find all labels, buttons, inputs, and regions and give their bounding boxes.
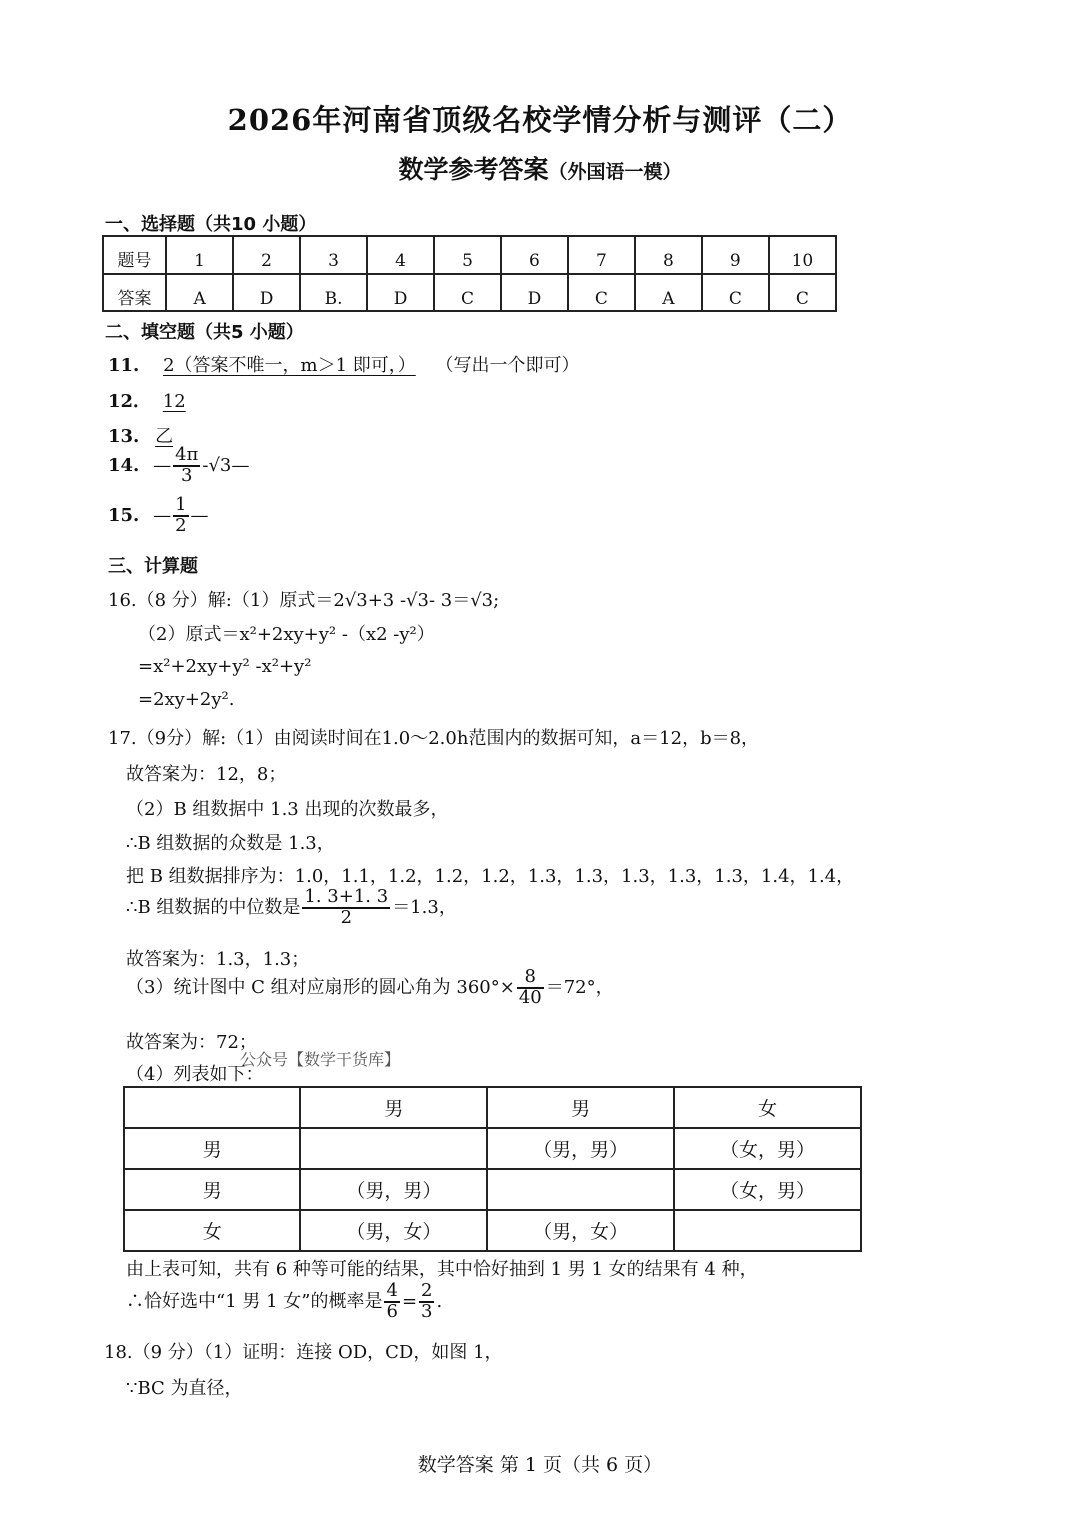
multiple-choice-answer-table	[102, 235, 837, 312]
table-cell	[300, 1128, 487, 1169]
mc-number: 9	[702, 236, 769, 274]
mc-answer: A	[635, 274, 702, 311]
angle-numerator: 8	[517, 968, 544, 989]
table-cell: （男，男）	[300, 1169, 487, 1210]
probability-equals: =	[401, 1290, 418, 1312]
mc-number: 7	[568, 236, 635, 274]
page-footer: 数学答案 第 1 页（共 6 页）	[417, 1454, 663, 1476]
mc-number: 4	[367, 236, 434, 274]
median-denominator: 2	[340, 906, 353, 928]
q17-line12	[126, 1282, 442, 1322]
table-row	[124, 1210, 861, 1251]
q16-line2: （2）原式＝x²+2xy+y² -（x2 -y²）	[138, 624, 435, 645]
q13-answer: 乙	[155, 426, 174, 447]
median-numerator: 1. 3+1. 3	[304, 886, 389, 907]
probability-text: ∴恰好选中“1 男 1 女”的概率是	[126, 1290, 383, 1312]
q17-line10: （4）列表如下：	[126, 1064, 264, 1085]
fill-q15: 15. — $\frac{1}{2}$ —	[108, 494, 209, 536]
q17-line4: ∴B 组数据的众数是 1.3，	[126, 833, 335, 854]
q13-number: 13.	[108, 426, 140, 447]
section-calculation: 三、计算题	[108, 556, 198, 577]
probability-table	[123, 1086, 862, 1252]
table-row	[124, 1169, 861, 1210]
fill-q14: 14. — $\frac{4\pi}{3}$ -√3—	[108, 444, 250, 486]
watermark: 公众号【数学干货库】	[240, 1050, 401, 1069]
mc-number: 5	[434, 236, 501, 274]
mc-answer: C	[568, 274, 635, 311]
angle-result: ＝72°，	[545, 976, 614, 998]
prob2-numerator: 2	[421, 1280, 433, 1301]
mc-answer: D	[501, 274, 568, 311]
question-number-row	[103, 236, 836, 274]
row-label-number: 题号	[103, 236, 166, 274]
q18-head: 18.（9 分）（1）证明：连接 OD，CD，如图 1，	[104, 1342, 503, 1363]
table-header-cell: 女	[674, 1087, 861, 1128]
mc-number: 1	[166, 236, 233, 274]
prob2-denominator: 3	[421, 1300, 433, 1322]
q11-number: 11.	[108, 355, 140, 376]
section-multiple-choice: 一、选择题（共10 小题）	[105, 214, 317, 235]
table-cell: （男，男）	[487, 1128, 674, 1169]
page-subtitle	[0, 150, 1080, 186]
subtitle-note: （外国语一模）	[548, 161, 682, 183]
table-header-row	[124, 1087, 861, 1128]
q14-fraction	[173, 446, 200, 486]
subtitle-main: 数学参考答案	[398, 155, 549, 184]
q17-line2: 故答案为：12，8；	[126, 764, 287, 785]
q17-line7: 故答案为：1.3，1.3；	[126, 949, 310, 970]
mc-answer: C	[702, 274, 769, 311]
q11-note: （写出一个即可）	[435, 355, 580, 376]
row-label-answer: 答案	[103, 274, 166, 311]
q14-denominator: 3	[180, 464, 193, 486]
mc-number: 2	[233, 236, 300, 274]
probability-fraction-1	[384, 1282, 399, 1322]
q17-line9: 故答案为：72；	[126, 1032, 257, 1053]
mc-number: 8	[635, 236, 702, 274]
mc-answer: D	[233, 274, 300, 311]
median-result: ＝1.3，	[392, 896, 457, 918]
table-cell	[674, 1210, 861, 1251]
table-header-cell: 男	[300, 1087, 487, 1128]
probability-end: .	[436, 1290, 443, 1312]
q15-denominator: 2	[175, 514, 187, 536]
table-cell: （男，女）	[300, 1210, 487, 1251]
mc-answer: C	[769, 274, 836, 311]
q17-line6	[126, 888, 457, 928]
q16-line3: =x²+2xy+y² -x²+y²	[138, 656, 312, 677]
table-row	[124, 1128, 861, 1169]
mc-number: 6	[501, 236, 568, 274]
angle-fraction	[517, 968, 544, 1008]
prob1-denominator: 6	[386, 1300, 398, 1322]
median-fraction	[302, 888, 390, 928]
q14-number: 14.	[108, 454, 140, 476]
q17-line3: （2）B 组数据中 1.3 出现的次数最多，	[126, 799, 449, 820]
probability-fraction-2	[419, 1282, 434, 1322]
table-cell: 男	[124, 1128, 300, 1169]
angle-denominator: 40	[518, 986, 542, 1008]
q11-answer: 2（答案不唯一，m＞1 即可，）	[163, 355, 416, 376]
table-header-cell: 男	[487, 1087, 674, 1128]
mc-answer: D	[367, 274, 434, 311]
q16-line4: =2xy+2y².	[138, 689, 235, 710]
q14-numerator: 4π	[175, 444, 199, 465]
fill-q12	[108, 387, 186, 413]
q12-number: 12．	[108, 391, 152, 412]
section-fill-in: 二、填空题（共5 小题）	[105, 322, 304, 343]
q17-head: 17.（9分）解:（1）由阅读时间在1.0～2.0h范围内的数据可知，a＝12，b＝8，	[108, 728, 760, 749]
table-cell: 女	[124, 1210, 300, 1251]
answer-row	[103, 274, 836, 311]
q18-line2: ∵BC 为直径，	[126, 1378, 243, 1399]
table-cell: （男，女）	[487, 1210, 674, 1251]
q17-line11: 由上表可知，共有 6 种等可能的结果，其中恰好抽到 1 男 1 女的结果有 4 种，	[126, 1259, 758, 1280]
mc-answer: B.	[300, 274, 367, 311]
q12-answer: 12	[162, 391, 186, 412]
q15-fraction	[173, 496, 188, 536]
mc-number: 3	[300, 236, 367, 274]
table-cell	[487, 1169, 674, 1210]
prob1-numerator: 4	[386, 1280, 398, 1301]
q16-head: 16.（8 分）解:（1）原式＝2√3+3 -√3- 3＝√3;	[108, 590, 500, 611]
fill-q13	[108, 422, 173, 448]
angle-text: （3）统计图中 C 组对应扇形的圆心角为 360°×	[126, 976, 515, 998]
mc-answer: A	[166, 274, 233, 311]
q15-numerator: 1	[175, 494, 187, 515]
q14-rest: -√3	[202, 454, 232, 476]
q17-line5: 把 B 组数据排序为：1.0，1.1，1.2，1.2，1.2，1.3，1.3，1.3，1.3，1.3，1.4，1.4，	[126, 866, 855, 887]
median-text: ∴B 组数据的中位数是	[126, 896, 301, 918]
mc-answer: C	[434, 274, 501, 311]
q15-number: 15.	[108, 504, 140, 526]
table-cell: （女，男）	[674, 1128, 861, 1169]
table-cell: （女，男）	[674, 1169, 861, 1210]
fill-q11	[108, 351, 580, 377]
mc-number: 10	[769, 236, 836, 274]
table-cell: 男	[124, 1169, 300, 1210]
q17-line8	[126, 968, 614, 1008]
page-title: 2026年河南省顶级名校学情分析与测评（二）	[227, 103, 853, 137]
table-header-cell	[124, 1087, 300, 1128]
